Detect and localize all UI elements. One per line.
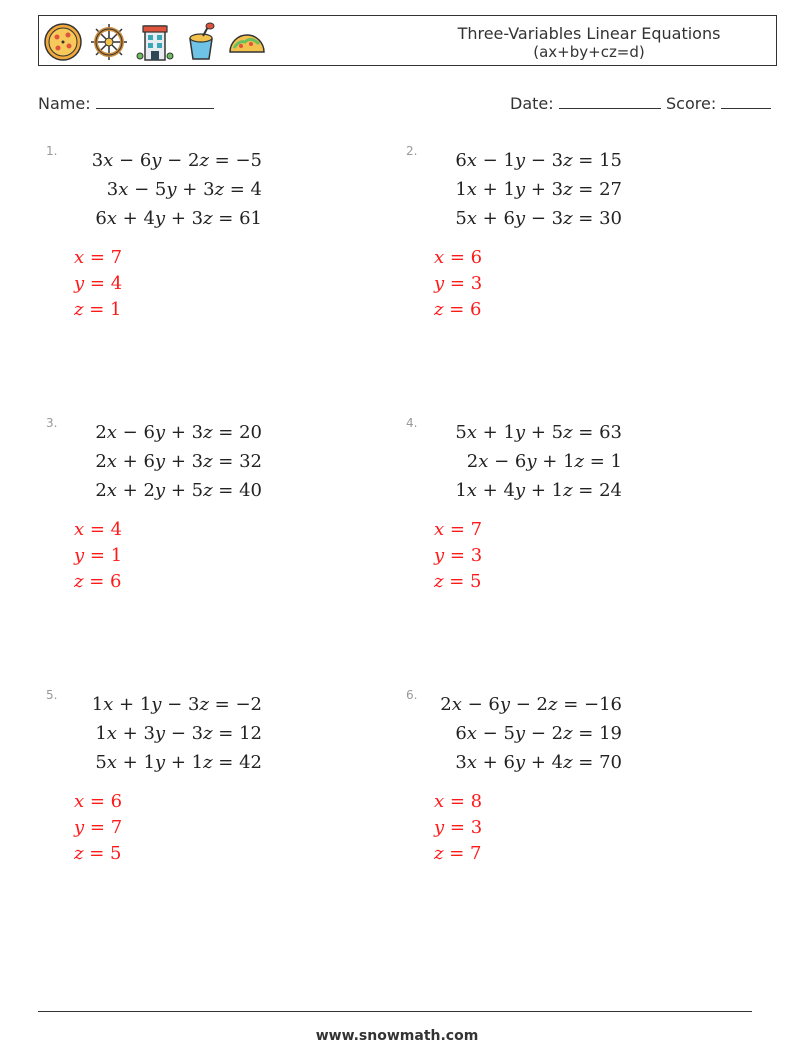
footer-url: www.snowmath.com	[315, 1028, 479, 1044]
variable: z	[563, 723, 573, 744]
answer-value: = 7	[444, 519, 483, 540]
variable: z	[574, 451, 585, 472]
equation-term: −	[116, 422, 144, 443]
equation-term: 3	[191, 451, 204, 472]
equation	[455, 723, 622, 744]
answer-variable: y	[434, 545, 445, 566]
answer-variable: z	[434, 843, 444, 864]
equation-term: 6	[455, 150, 467, 171]
equation-term: =	[212, 208, 240, 229]
equation-term: 3	[191, 422, 204, 443]
equation-term: 42	[239, 752, 262, 773]
equation-term: 6	[455, 723, 467, 744]
variable: z	[563, 150, 573, 171]
equation-term: +	[165, 422, 192, 443]
worksheet-header	[38, 15, 777, 66]
variable: y	[166, 179, 177, 200]
equation-term: 5	[455, 208, 467, 229]
equation-term: +	[476, 208, 504, 229]
equation-term: 5	[503, 723, 515, 744]
equation-term: −	[161, 694, 188, 715]
answer-variable: x	[74, 791, 85, 812]
equation	[455, 480, 622, 501]
variable: y	[154, 723, 166, 744]
answer-value: = 8	[444, 791, 483, 812]
problem-number: 1.	[46, 144, 58, 158]
answer-z	[74, 299, 121, 320]
answer-x	[74, 247, 122, 268]
equation-term: 3	[551, 150, 564, 171]
equation	[95, 480, 262, 501]
worksheet-title-block	[439, 24, 739, 62]
answer-value: = 4	[84, 273, 123, 294]
equation	[467, 451, 622, 472]
equation-term: 1	[143, 752, 155, 773]
equation-term: +	[116, 723, 144, 744]
equation	[107, 179, 262, 200]
answer-value: = 6	[443, 299, 482, 320]
equation-term: =	[208, 694, 236, 715]
variable: z	[203, 422, 213, 443]
answer-z	[74, 571, 121, 592]
equation-term: −	[113, 150, 140, 171]
equation-term: +	[116, 752, 144, 773]
variable: y	[514, 752, 526, 773]
answer-z	[74, 843, 121, 864]
equation-term: 19	[599, 723, 622, 744]
equation-term: −	[510, 694, 537, 715]
name-field	[38, 92, 214, 113]
variable: x	[466, 752, 477, 773]
answer-x	[434, 247, 482, 268]
sand-bucket-icon	[181, 22, 221, 62]
equation-term: =	[212, 723, 240, 744]
equation-term: =	[572, 150, 600, 171]
equation-term: 1	[455, 179, 467, 200]
variable: z	[203, 480, 213, 501]
variable: z	[214, 179, 225, 200]
building-icon	[135, 22, 175, 62]
equation-term: 70	[599, 752, 622, 773]
answer-x	[434, 791, 482, 812]
name-label: Name:	[38, 94, 91, 113]
equation-term: +	[113, 694, 140, 715]
answer-value: = 1	[84, 545, 123, 566]
equation-term: −	[461, 694, 489, 715]
equation-term: 30	[599, 208, 622, 229]
date-label: Date:	[510, 94, 554, 113]
problem-number: 2.	[406, 144, 418, 158]
equation-term: 12	[239, 723, 262, 744]
equation-term: 3	[455, 752, 467, 773]
equation-term: =	[584, 451, 611, 472]
score-blank[interactable]	[721, 92, 771, 109]
equation-term: =	[572, 752, 600, 773]
equation	[92, 150, 262, 171]
equation-term: 2	[95, 480, 107, 501]
equation-term: 27	[599, 179, 622, 200]
answer-x	[434, 519, 482, 540]
equation-term: +	[525, 480, 552, 501]
answer-value: = 7	[84, 247, 123, 268]
variable: y	[514, 723, 526, 744]
equation-term: 20	[239, 422, 262, 443]
equation-term: 2	[536, 694, 548, 715]
equation-term: 3	[143, 723, 155, 744]
variable: x	[103, 150, 114, 171]
equation	[95, 208, 262, 229]
problem-number: 4.	[406, 416, 418, 430]
answer-value: = 6	[83, 571, 122, 592]
equation-term: =	[572, 422, 600, 443]
answer-variable: z	[74, 299, 84, 320]
equation-term: =	[224, 179, 251, 200]
equation-term: 1	[503, 422, 515, 443]
variable: y	[514, 480, 526, 501]
equation	[455, 422, 622, 443]
equation	[95, 422, 262, 443]
equation-term: 15	[599, 150, 622, 171]
answer-z	[434, 299, 481, 320]
equation-term: 1	[91, 694, 104, 715]
equation-term: 4	[250, 179, 262, 200]
equation-term: 6	[514, 451, 527, 472]
equation-term: +	[476, 480, 504, 501]
variable: z	[203, 208, 213, 229]
variable: z	[563, 752, 573, 773]
equation-term: −	[525, 723, 552, 744]
answer-value: = 5	[443, 571, 482, 592]
date-field	[510, 92, 661, 113]
variable: x	[106, 422, 117, 443]
equation-term: 1	[551, 480, 564, 501]
equation-term: +	[476, 752, 504, 773]
equation-term: 3	[191, 208, 204, 229]
problem-number: 3.	[46, 416, 58, 430]
equation-term: 2	[143, 480, 155, 501]
variable: x	[451, 694, 462, 715]
equation-term: +	[525, 179, 552, 200]
equation-term: 3	[106, 179, 119, 200]
variable: x	[118, 179, 129, 200]
variable: z	[203, 723, 213, 744]
variable: y	[154, 422, 166, 443]
answer-variable: x	[74, 519, 85, 540]
equation-term: −	[161, 150, 188, 171]
answer-value: = 7	[443, 843, 482, 864]
equation-term: +	[165, 208, 192, 229]
answer-variable: x	[434, 791, 445, 812]
equation-term: 3	[203, 179, 215, 200]
variable: x	[478, 451, 489, 472]
equation-term: 63	[599, 422, 622, 443]
equation-term: 4	[143, 208, 155, 229]
answer-y	[434, 545, 482, 566]
equation-term: +	[165, 752, 192, 773]
equation-term: 5	[551, 422, 564, 443]
equation-term: 1	[610, 451, 622, 472]
equation-term: +	[116, 208, 144, 229]
answer-y	[434, 273, 482, 294]
variable: x	[106, 752, 117, 773]
answer-variable: z	[74, 843, 84, 864]
pizza-icon	[43, 22, 83, 62]
equation-term: 1	[503, 150, 515, 171]
variable: z	[203, 752, 213, 773]
variable: y	[154, 752, 166, 773]
variable: x	[106, 480, 117, 501]
variable: z	[563, 422, 573, 443]
equation	[455, 752, 622, 773]
name-blank[interactable]	[96, 92, 214, 109]
equation-term: 6	[503, 208, 515, 229]
answer-value: = 1	[83, 299, 122, 320]
variable: x	[106, 451, 117, 472]
equation-term: −	[476, 723, 504, 744]
variable: z	[563, 480, 573, 501]
answer-variable: z	[74, 571, 84, 592]
variable: y	[514, 422, 526, 443]
equation-term: =	[212, 451, 240, 472]
equation-term: 5	[455, 422, 467, 443]
equation-term: =	[212, 422, 240, 443]
equation-term: =	[212, 752, 240, 773]
variable: x	[106, 723, 117, 744]
variable: x	[466, 422, 477, 443]
variable: z	[547, 694, 558, 715]
variable: y	[514, 179, 526, 200]
answer-y	[74, 545, 122, 566]
score-label: Score:	[666, 94, 717, 113]
equation-term: +	[476, 422, 504, 443]
equation-term: 3	[551, 208, 564, 229]
equation-term: 1	[563, 451, 575, 472]
variable: z	[563, 179, 573, 200]
equation	[92, 694, 262, 715]
equation-term: +	[165, 480, 192, 501]
equation-term: +	[476, 179, 504, 200]
variable: x	[466, 723, 477, 744]
variable: y	[151, 150, 162, 171]
answer-variable: y	[74, 273, 85, 294]
variable: y	[499, 694, 510, 715]
equation-term: 40	[239, 480, 262, 501]
answer-variable: y	[74, 817, 85, 838]
answer-value: = 4	[84, 519, 123, 540]
variable: y	[151, 694, 162, 715]
equation-term: −	[128, 179, 155, 200]
variable: y	[514, 150, 526, 171]
equation	[440, 694, 622, 715]
variable: z	[563, 208, 573, 229]
equation-term: +	[536, 451, 564, 472]
answer-variable: z	[434, 571, 444, 592]
equation-term: 5	[191, 480, 204, 501]
answer-value: = 3	[444, 545, 483, 566]
answer-variable: x	[434, 519, 445, 540]
answer-value: = 3	[444, 817, 483, 838]
equation-term: =	[208, 150, 236, 171]
equation	[455, 208, 622, 229]
equation-term: 61	[239, 208, 262, 229]
equation	[95, 752, 262, 773]
answer-y	[74, 817, 122, 838]
equation-term: −	[488, 451, 515, 472]
answer-value: = 7	[84, 817, 123, 838]
equation-term: =	[572, 208, 600, 229]
answer-variable: y	[434, 273, 445, 294]
answer-y	[74, 273, 122, 294]
equation-term: 24	[599, 480, 622, 501]
footer-divider	[38, 1011, 752, 1012]
variable: x	[466, 480, 477, 501]
answer-z	[434, 843, 481, 864]
equation-term: 4	[551, 752, 564, 773]
equation-term: 1	[503, 179, 515, 200]
equation-term: =	[572, 179, 600, 200]
variable: x	[103, 694, 114, 715]
worksheet-title: Three-Variables Linear Equations	[457, 24, 721, 43]
problem-number: 5.	[46, 688, 58, 702]
equation-term: −	[525, 150, 552, 171]
variable: x	[106, 208, 117, 229]
variable: x	[466, 208, 477, 229]
variable: y	[154, 451, 166, 472]
equation-term: =	[212, 480, 240, 501]
equation-term: −2	[235, 694, 262, 715]
equation-term: 2	[466, 451, 479, 472]
equation-term: +	[525, 752, 552, 773]
answer-value: = 6	[84, 791, 123, 812]
header-icons	[43, 22, 267, 62]
equation	[455, 150, 622, 171]
score-field	[666, 92, 771, 113]
equation-term: 5	[154, 179, 167, 200]
equation-term: 3	[191, 723, 204, 744]
equation-term: 4	[503, 480, 515, 501]
variable: z	[203, 451, 213, 472]
equation-term: −	[525, 208, 552, 229]
equation-term: 3	[91, 150, 104, 171]
equation-term: 6	[143, 451, 155, 472]
variable: z	[199, 150, 209, 171]
answer-value: = 6	[444, 247, 483, 268]
ship-wheel-icon	[89, 22, 129, 62]
equation-term: 1	[191, 752, 204, 773]
equation-term: 1	[455, 480, 467, 501]
answer-value: = 3	[444, 273, 483, 294]
equation	[455, 179, 622, 200]
answer-x	[74, 791, 122, 812]
equation-term: 32	[239, 451, 262, 472]
worksheet-subtitle: (ax+by+cz=d)	[533, 43, 645, 61]
equation-term: 1	[95, 723, 107, 744]
equation-term: 6	[488, 694, 500, 715]
equation-term: 5	[95, 752, 107, 773]
variable: x	[466, 179, 477, 200]
equation-term: −16	[584, 694, 622, 715]
equation-term: 1	[139, 694, 152, 715]
variable: y	[526, 451, 537, 472]
equation-term: 6	[143, 422, 155, 443]
answer-value: = 5	[83, 843, 122, 864]
variable: y	[154, 480, 166, 501]
equation-term: 2	[95, 451, 107, 472]
equation-term: 2	[95, 422, 107, 443]
variable: z	[199, 694, 209, 715]
answer-variable: y	[434, 817, 445, 838]
variable: y	[514, 208, 526, 229]
equation-term: −5	[235, 150, 262, 171]
equation-term: =	[572, 480, 600, 501]
answer-x	[74, 519, 122, 540]
equation-term: =	[572, 723, 600, 744]
answer-variable: x	[434, 247, 445, 268]
equation-term: 2	[187, 150, 200, 171]
equation-term: 6	[139, 150, 152, 171]
equation-term: +	[116, 451, 144, 472]
equation-term: 3	[187, 694, 200, 715]
equation-term: 6	[95, 208, 107, 229]
problem-number: 6.	[406, 688, 418, 702]
variable: y	[154, 208, 166, 229]
variable: x	[466, 150, 477, 171]
answer-variable: y	[74, 545, 85, 566]
answer-z	[434, 571, 481, 592]
equation-term: +	[176, 179, 204, 200]
equation-term: 3	[551, 179, 564, 200]
answer-y	[434, 817, 482, 838]
equation-term: 2	[440, 694, 452, 715]
equation-term: =	[557, 694, 584, 715]
equation	[95, 723, 262, 744]
taco-icon	[227, 22, 267, 62]
date-blank[interactable]	[559, 92, 661, 109]
equation-term: −	[476, 150, 504, 171]
equation-term: 2	[551, 723, 564, 744]
answer-variable: x	[74, 247, 85, 268]
equation-term: −	[165, 723, 192, 744]
equation-term: +	[165, 451, 192, 472]
equation-term: +	[116, 480, 144, 501]
equation-term: 6	[503, 752, 515, 773]
equation	[95, 451, 262, 472]
answer-variable: z	[434, 299, 444, 320]
equation-term: +	[525, 422, 552, 443]
